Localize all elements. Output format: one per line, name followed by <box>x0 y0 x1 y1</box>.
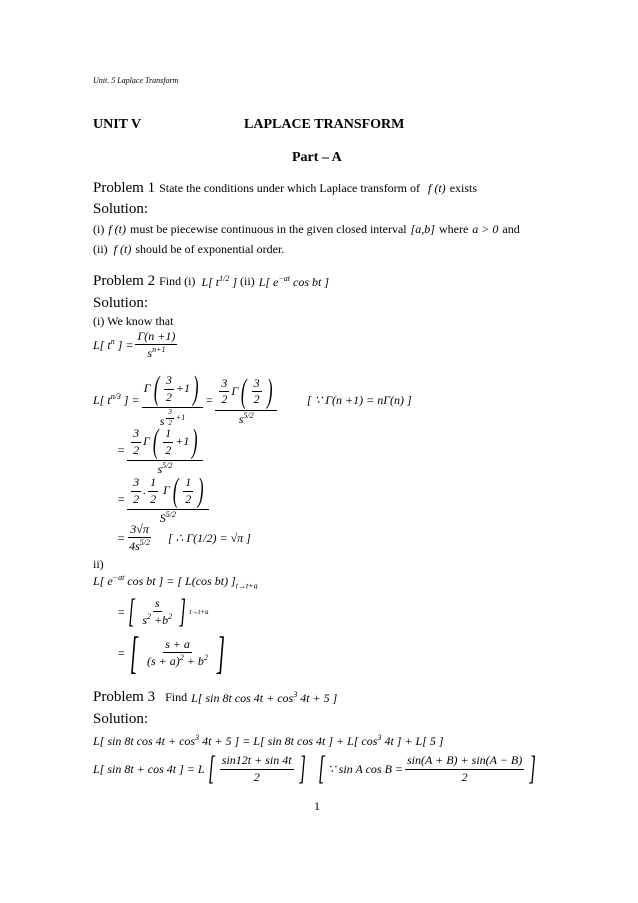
problem-1-solution-label: Solution: <box>93 201 149 217</box>
problem-1-condition-1 <box>93 222 520 237</box>
problem-1-statement <box>93 180 477 197</box>
cond-2-text: should be of exponential order. <box>135 242 285 256</box>
cond-1-num: (i) <box>93 222 105 236</box>
problem-1-label: Problem 1 <box>93 180 156 196</box>
formula-step-2: = $\frac{3}{2}$ Γ( $\frac{1}{2}$ +1) $s^{5/2}$ <box>117 425 205 476</box>
math-lt-e-cos: L[ $e^{-at}$ cos bt ] <box>258 273 329 289</box>
formula-step-4: = $\frac{3√\pi}{4s^{5/2}}$ [ ∴ Γ(1/2) = √π ] <box>117 522 251 554</box>
formula-lt-tn: L[ $t^n$ ] = $\frac{\Gamma(n +1)}{s^{n+1}}$ <box>93 329 176 361</box>
cond-1-and: and <box>502 222 520 236</box>
math-ft: f (t) <box>428 181 446 195</box>
unit-label: UNIT V <box>93 117 142 132</box>
formula-lt-t32: L[ $t^{n/3}$ ] = Γ( $\frac{3}{2}$ +1) s $^{\frac{3}{2} +1}$ = $\frac{3}{2}$ Γ( $\frac{3}{2}$ ) $s^{5/2}$ [ ∵ Γ(n +1) = nΓ(n) ] <box>93 370 412 429</box>
formula-step-3: = $\frac{3}{2}$ . $\frac{1}{2}$ Γ( $\frac{1}{2}$ ) $S^{5/2}$ <box>117 474 211 525</box>
math-ft: f (t) <box>108 222 126 236</box>
formula-p3-split: L[ sin 8t $\cos 4t + \cos^3 4t + 5$ ] = L[ sin 8t cos 4t ] + L[ $\cos^3 4t$ ] + L[ 5 ] <box>93 733 444 748</box>
math-lt-t-half: L[ $t^{1/2}$ ] <box>201 273 238 289</box>
cond-1-text: must be piecewise continuous in the given closed interval <box>130 222 407 236</box>
topic-title: LAPLACE TRANSFORM <box>244 117 405 132</box>
math-problem-3: L[ sin 8t $\cos 4t + \cos^3 4t + 5$ ] <box>191 689 338 705</box>
cond-2-num: (ii) <box>93 242 108 256</box>
problem-2-text: Find (i) <box>159 274 196 288</box>
page-number: 1 <box>314 799 320 813</box>
problem-2-statement <box>93 273 329 290</box>
math-a-gt-0: a > 0 <box>472 222 499 236</box>
problem-2-text-ii: (ii) <box>240 274 255 288</box>
problem-3-text: Find <box>165 690 188 704</box>
problem-3-statement <box>93 689 337 706</box>
problem-1-text: State the conditions under which Laplace transform of <box>159 181 421 195</box>
formula-p3-product: L[ sin 8t + cos 4t ] = L [ $\frac{\sin 12t + \sin 4t}{2}$ ] [ ∵ sin A cos B = $\frac{\sin(A + B) + \sin(A - B)}{2}$ ] <box>93 750 537 787</box>
we-know-that: (i) We know that <box>93 314 174 328</box>
part-heading: Part – A <box>292 150 342 165</box>
math-ft: f (t) <box>113 242 132 256</box>
problem-2-solution-label: Solution: <box>93 295 149 311</box>
formula-shift-step-1: = [ $\frac{s}{s^2 +b^2}$ ] t→t+a <box>117 593 209 630</box>
running-header: Unit. 5 Laplace Transform <box>93 76 179 85</box>
problem-3-solution-label: Solution: <box>93 711 149 727</box>
cond-1-where: where <box>438 222 469 236</box>
problem-1-condition-2 <box>93 242 284 257</box>
problem-3-label: Problem 3 <box>93 689 156 705</box>
part-ii-label: ii) <box>93 557 104 571</box>
formula-shift: L[ $e^{-at}$ cos bt ] = [ L(cos bt) ]$_{t\to t+a}$ <box>93 573 258 591</box>
problem-2-label: Problem 2 <box>93 273 156 289</box>
math-interval: [a,b] <box>410 222 435 236</box>
formula-shift-step-2: = [ $\frac{s + a}{(s + a)^2 + b^2}$ ] <box>117 627 225 678</box>
problem-1-text-end: exists <box>449 181 478 195</box>
